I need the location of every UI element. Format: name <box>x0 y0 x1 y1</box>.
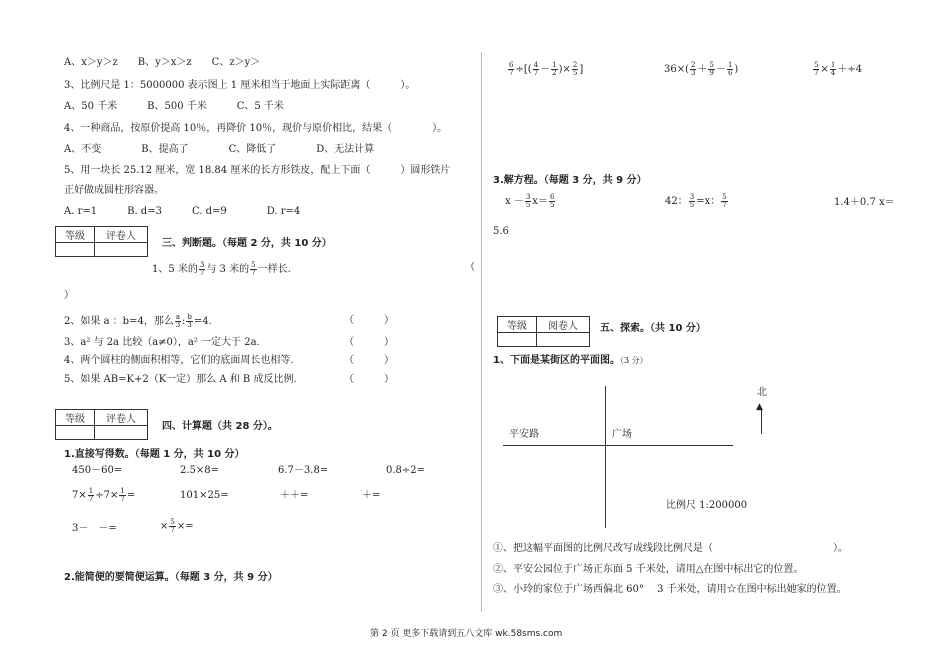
judge-1: 1、5 米的 $\frac{3}{7}$ 与 3 米的 $\frac{5}{7}$ 一样长. <box>152 261 291 277</box>
q5-text-2: 正好做成圆柱形容器。 <box>64 185 164 196</box>
calc1-item-8: ＋= <box>362 490 381 501</box>
grade-header-level: 等级 <box>56 227 95 243</box>
judge-2: 2、如果 a ：b=4，那么 $\frac{a}{3}$ : $\frac{b}{3}$ =4. <box>64 313 212 329</box>
road-label: 平安路 <box>509 429 539 440</box>
judge-3: 3、a² 与 2a 比较（a≠0），a² 一定大于 2a. <box>64 337 260 348</box>
expr-3: $\frac{5}{7}$ × $\frac{1}{4}$ ＋÷4 <box>814 61 863 77</box>
grade-table-5 <box>497 316 590 347</box>
scale-label: 比例尺 1:200000 <box>666 500 748 511</box>
q5-options: A. r=1 B. d=3 C. d=9 D. r=4 <box>64 206 301 217</box>
equation-2: 42： $\frac{3}{5}$ =x： $\frac{5}{7}$ <box>665 193 727 209</box>
grade-header-grader: 阅卷人 <box>537 317 590 333</box>
judge-4-paren: （ ） <box>344 355 394 366</box>
page-footer: 第 2 页 更多下载请到五八文库 wk.58sms.com <box>370 629 563 639</box>
judge-5-paren: （ ） <box>344 374 394 385</box>
square-label: 广场 <box>612 429 632 440</box>
road-horizontal <box>503 445 733 446</box>
calc1-item-10: × $\frac{5}{7}$ ×= <box>160 518 194 534</box>
column-divider <box>481 52 482 612</box>
equation-1: x － $\frac{3}{5}$ x＝ $\frac{6}{5}$ <box>505 193 555 209</box>
calc1-item-4: 0.8÷2= <box>386 465 426 476</box>
q4-text: 4、一种商品，按原价提高 10％，再降价 10％，现价与原价相比，结果（ ）。 <box>64 123 448 134</box>
section5-title: 五、探索。（共 10 分） <box>600 323 706 334</box>
equation-3: 1.4＋0.7 x＝ <box>834 197 895 208</box>
north-arrow-icon: ▲ <box>756 402 763 412</box>
q3-options: A、50 千米 B、500 千米 C、5 千米 <box>64 101 284 112</box>
map-question-1: ①、把这幅平面图的比例尺改写成线段比例尺是（ ）。 <box>493 543 848 554</box>
map-question-2: ②、平安公园位于广场正东面 5 千米处，请用△在图中标出它的位置。 <box>493 564 804 575</box>
calc1-item-7: ＋＋= <box>280 490 309 501</box>
section3-title: 三、判断题。（每题 2 分，共 10 分） <box>162 238 332 249</box>
judge-5: 5、如果 AB=K+2（K一定）那么 A 和 B 成反比例. <box>64 374 297 385</box>
calc1-item-5: 7× $\frac{1}{7}$ ÷7× $\frac{1}{7}$ = <box>72 487 136 503</box>
calc2-title: 2.能简便的要简便运算。（每题 3 分，共 9 分） <box>64 572 278 583</box>
expr-2: 36×( $\frac{2}{3}$ ＋ $\frac{5}{9}$ － $\frac{1}{6}$ ) <box>664 61 739 77</box>
judge-3-paren: （ ） <box>344 337 394 348</box>
calc1-item-9: 3－ －= <box>72 523 117 534</box>
q3-text: 3、比例尺是 1：5000000 表示图上 1 厘米相当于地面上实际距离（ ）。 <box>64 80 416 91</box>
calc1-item-3: 6.7－3.8= <box>278 465 329 476</box>
q5-text-1: 5、用一块长 25.12 厘米，宽 18.84 厘米的长方形铁皮，配上下面（ ）圆形铁片 <box>64 165 451 176</box>
expr-1: $\frac{6}{7}$ ÷[( $\frac{4}{7}$ － $\frac{1}{2}$ )× $\frac{2}{5}$ ] <box>509 61 584 77</box>
grade-table-4 <box>55 409 148 440</box>
grade-header-level: 等级 <box>56 410 95 426</box>
solve-title: 3.解方程。（每题 3 分，共 9 分） <box>493 175 647 186</box>
road-vertical <box>605 386 606 528</box>
grade-header-grader: 评卷人 <box>95 227 148 243</box>
grade-header-grader: 评卷人 <box>95 410 148 426</box>
judge-4: 4、两个圆柱的侧面积相等，它们的底面周长也相等. <box>64 355 294 366</box>
grade-table-3 <box>55 226 148 257</box>
equation-3-tail: 5.6 <box>493 226 509 237</box>
calc1-item-1: 450－60= <box>72 465 123 476</box>
judge-1-paren-a: （ <box>465 262 475 273</box>
judge-1-paren-b: ） <box>64 290 74 301</box>
calc1-item-6: 101×25= <box>180 490 229 501</box>
north-label: 北 <box>757 387 767 398</box>
calc1-title: 1.直接写得数。（每题 1 分，共 10 分） <box>64 449 245 460</box>
map-question-3: ③、小玲的家位于广场西偏北 60° 3 千米处，请用☆在图中标出她家的位置。 <box>493 584 847 595</box>
q4-options: A、不变 B、提高了 C、降低了 D、无法计算 <box>64 144 375 155</box>
judge-2-paren: （ ） <box>344 315 394 326</box>
calc1-item-2: 2.5×8= <box>180 465 220 476</box>
map-title-row: 1、下面是某街区的平面图。（3 分） <box>493 355 648 366</box>
q2-options: A、x＞y＞z B、y＞x＞z C、z＞y＞ <box>64 57 261 68</box>
section4-title: 四、计算题（共 28 分）。 <box>162 421 278 432</box>
grade-header-level: 等级 <box>498 317 537 333</box>
